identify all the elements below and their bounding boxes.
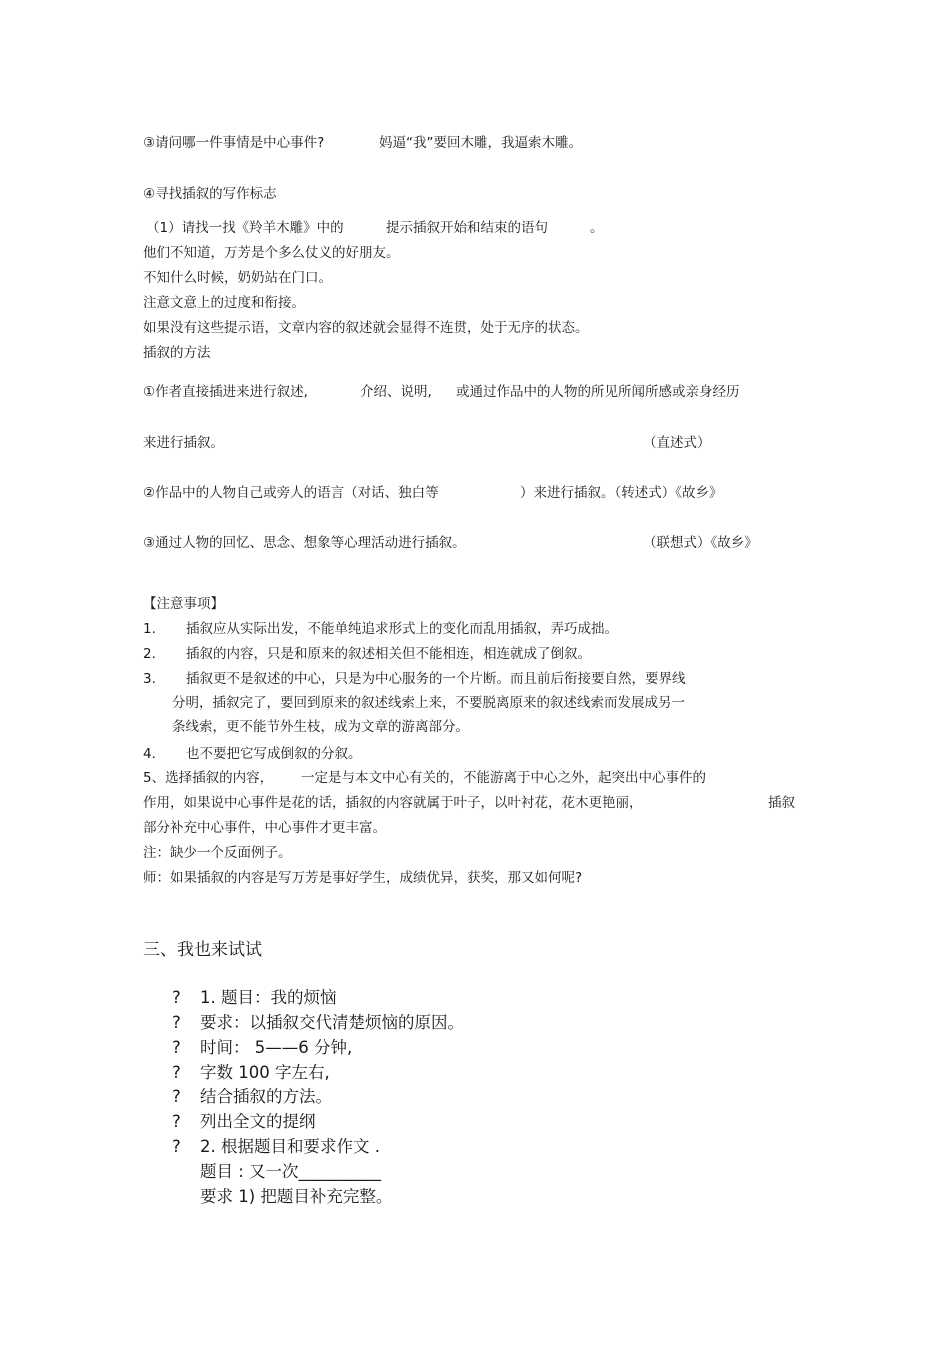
- note-1-text: 插叙应从实际出发，不能单纯追求形式上的变化而乱用插叙，弄巧成拙。: [186, 621, 618, 637]
- bullet-icon: ?: [172, 1063, 181, 1082]
- sub-question-1-focus: 提示插叙开始和结束的语句: [386, 220, 548, 236]
- method-1-c: 或通过作品中的人物的所见所闻所感或亲身经历: [456, 384, 740, 400]
- notes-title: 【注意事项】: [143, 596, 224, 612]
- list-item: 2. 根据题目和要求作文 .: [200, 1137, 380, 1156]
- note-5-b: 一定是与本文中心有关的，不能游离于中心之外，起突出中心事件的: [301, 770, 706, 786]
- list-item: 时间： 5——6 分钟,: [200, 1038, 353, 1057]
- bullet-icon: ?: [172, 1013, 181, 1032]
- note-4-num: 4.: [143, 746, 156, 762]
- list-item: 列出全文的提纲: [200, 1112, 316, 1131]
- note-5-e: 部分补充中心事件，中心事件才更丰富。: [143, 820, 386, 836]
- sub-question-1-end: 。: [590, 220, 604, 236]
- bullet-icon: ?: [172, 988, 181, 1007]
- bullet-icon: ?: [172, 1038, 181, 1057]
- bullet-icon: ?: [172, 1112, 181, 1131]
- bullet-icon: ?: [172, 1087, 181, 1106]
- list-item: 要求：以插叙交代清楚烦恼的原因。: [200, 1013, 464, 1032]
- note-5-a: 5、选择插叙的内容，: [143, 770, 274, 786]
- essay-topic: 题目 : 又一次__________: [200, 1162, 382, 1181]
- method-1-a: ①作者直接插进来进行叙述,: [143, 384, 308, 400]
- note-1-num: 1.: [143, 621, 156, 637]
- line-2: 不知什么时候，奶奶站在门口。: [143, 270, 332, 286]
- question-4-title: ④寻找插叙的写作标志: [143, 186, 277, 202]
- note-5-c: 作用，如果说中心事件是花的话，插叙的内容就属于叶子，以叶衬花，花木更艳丽，: [143, 795, 643, 811]
- methods-title: 插叙的方法: [143, 345, 211, 361]
- method-1-tag: （直述式）: [643, 435, 711, 451]
- list-item: 结合插叙的方法。: [200, 1087, 332, 1106]
- bullet-icon: ?: [172, 1137, 181, 1156]
- question-3: [143, 134, 324, 152]
- method-1-d: 来进行插叙。: [143, 435, 224, 451]
- method-3-a: ③通过人物的回忆、思念、想象等心理活动进行插叙。: [143, 535, 466, 551]
- note-3-line-1: 插叙更不是叙述的中心，只是为中心服务的一个片断。而且前后衔接要自然，要界线: [186, 671, 686, 687]
- note-5-d: 插叙: [768, 795, 795, 811]
- section-3-title: 三、我也来试试: [143, 940, 262, 960]
- teacher-question: 师：如果插叙的内容是写万芳是事好学生，成绩优异，获奖，那又如何呢?: [143, 870, 583, 886]
- method-2-b: ）来进行插叙。（转述式）《故乡》: [520, 485, 723, 501]
- question-3-answer: 妈逼“我”要回木雕，我逼索木雕。: [379, 135, 582, 151]
- line-3: 注意文意上的过度和衔接。: [143, 295, 305, 311]
- note-3-line-2: 分明，插叙完了，要回到原来的叙述线索上来，不要脱离原来的叙述线索而发展成另一: [172, 695, 685, 711]
- list-item: 1. 题目：我的烦恼: [200, 988, 337, 1007]
- note-3-line-3: 条线索，更不能节外生枝，成为文章的游离部分。: [172, 719, 469, 735]
- method-3-tag: （联想式）《故乡》: [643, 535, 758, 551]
- sub-question-1: （1）请找一找《羚羊木雕》中的: [146, 220, 344, 236]
- note-3-num: 3.: [143, 671, 156, 687]
- list-item: 字数 100 字左右,: [200, 1063, 330, 1082]
- line-4: 如果没有这些提示语，文章内容的叙述就会显得不连贯，处于无序的状态。: [143, 320, 589, 336]
- question-3-label: ③请问哪一件事情是中心事件?: [143, 135, 325, 151]
- remark: 注：缺少一个反面例子。: [143, 845, 292, 861]
- note-4-text: 也不要把它写成倒叙的分叙。: [186, 746, 362, 762]
- essay-requirement: 要求 1) 把题目补充完整。: [200, 1187, 393, 1206]
- method-2-a: ②作品中的人物自己或旁人的语言（对话、独白等: [143, 485, 439, 501]
- note-2-text: 插叙的内容，只是和原来的叙述相关但不能相连，相连就成了倒叙。: [186, 646, 591, 662]
- note-2-num: 2.: [143, 646, 156, 662]
- method-1-b: 介绍、说明,: [360, 384, 432, 400]
- line-1: 他们不知道，万芳是个多么仗义的好朋友。: [143, 245, 400, 261]
